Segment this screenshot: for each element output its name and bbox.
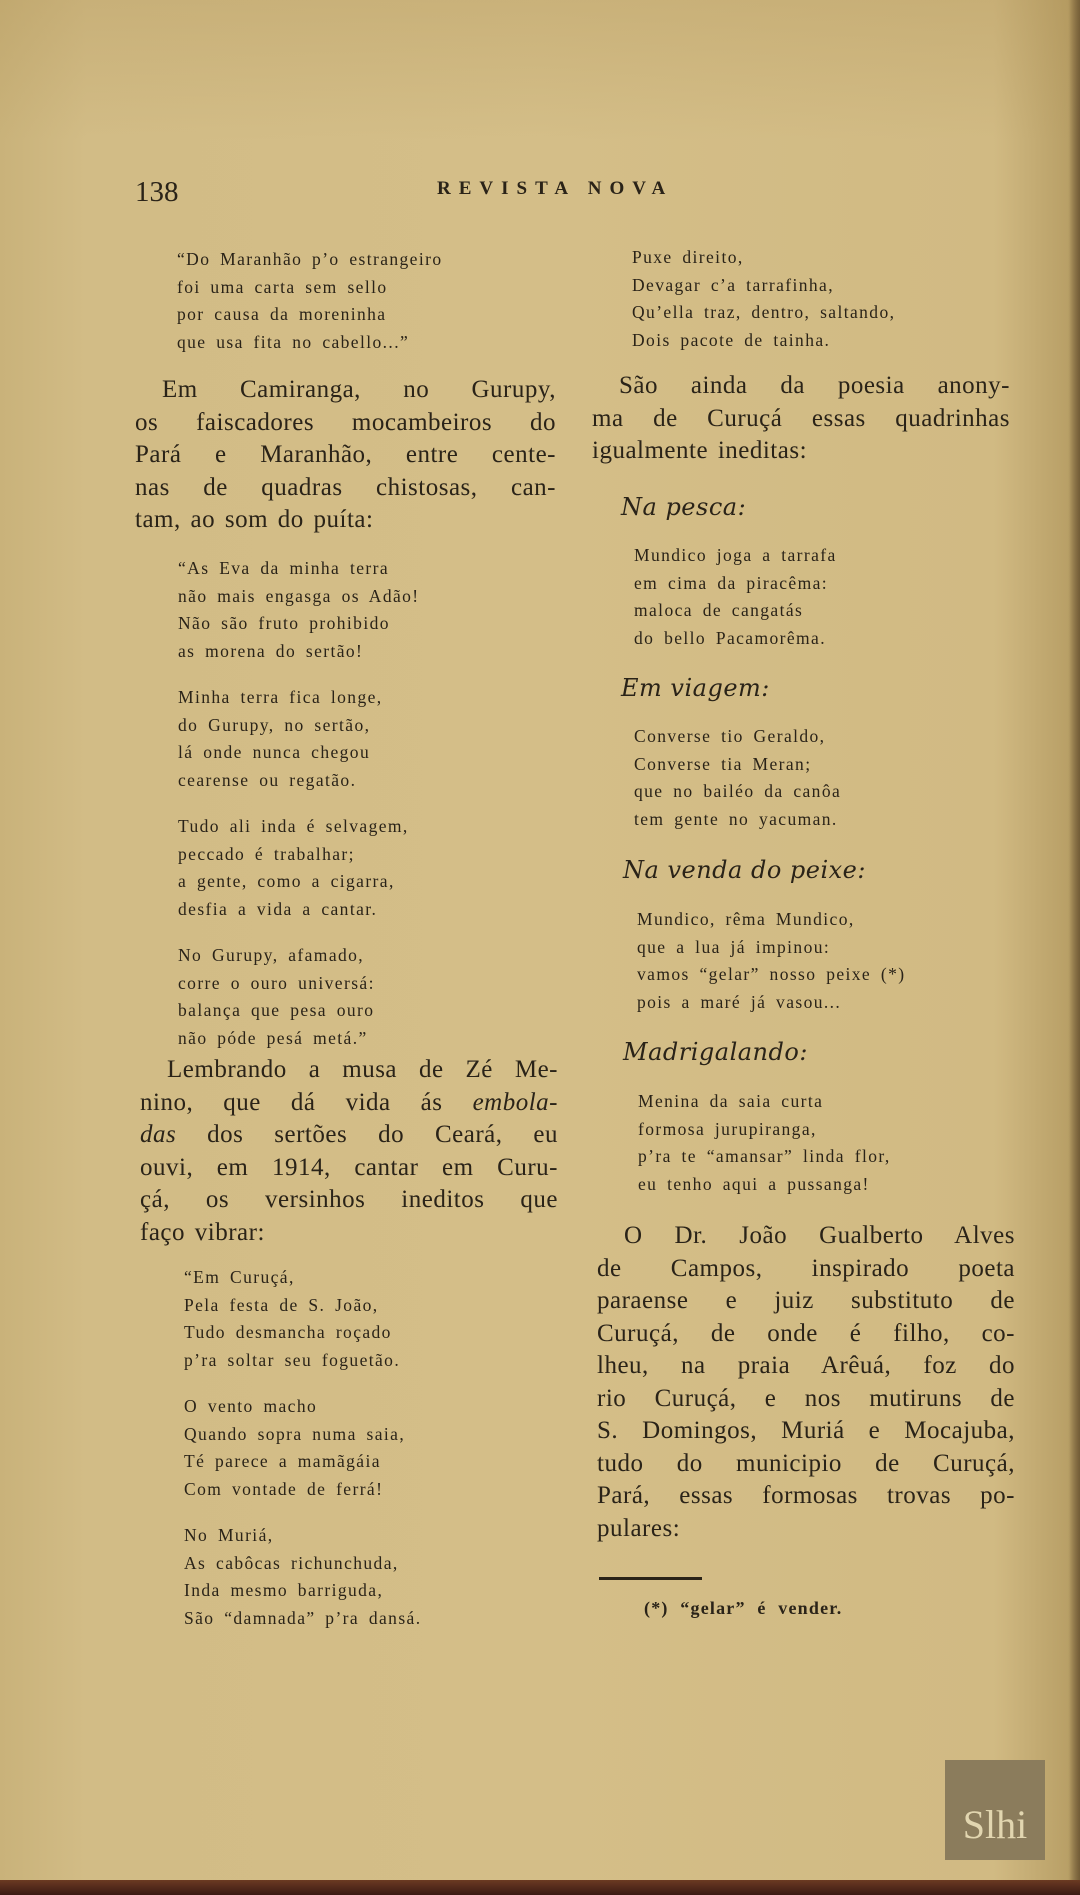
verse-line: “As Eva da minha terra: [178, 558, 390, 578]
verse-line: por causa da moreninha: [177, 304, 387, 324]
prose-line: de Campos, inspirado poeta: [597, 1254, 1015, 1282]
prose-line: ma de Curuçá essas quadrinhas: [592, 404, 1010, 432]
running-head: REVISTA NOVA: [437, 178, 674, 199]
prose-line: os faiscadores mocambeiros do: [135, 408, 556, 436]
verse-line: Té parece a mamãgáia: [184, 1451, 381, 1471]
verse-na-pesca: [634, 542, 837, 652]
verse-line: Converse tio Geraldo,: [634, 726, 826, 746]
verse-line: formosa jurupiranga,: [638, 1118, 817, 1139]
verse-line: Mundico, rêma Mundico,: [637, 909, 855, 929]
verse-line: Menina da saia curta: [638, 1091, 824, 1111]
verse-line: Tudo desmancha roçado: [184, 1322, 392, 1342]
verse-line: que no bailéo da canôa: [634, 781, 842, 801]
verse-line: maloca de cangatás: [634, 600, 804, 620]
page-shading: [0, 0, 1080, 140]
paragraph-joao-gualberto: [597, 1220, 1015, 1545]
stanza: [184, 1522, 421, 1632]
subheading-na-pesca: Na pesca:: [621, 493, 747, 521]
verse-line: do bello Pacamorêma.: [634, 627, 826, 648]
verse-line: tem gente no yacuman.: [634, 808, 838, 829]
prose-line: O Dr. João Gualberto Alves: [624, 1222, 1015, 1249]
stanza: [184, 1393, 421, 1503]
verse-line: Inda mesmo barriguda,: [184, 1580, 384, 1600]
subheading-madrigalando: Madrigalando:: [623, 1038, 808, 1066]
stanza: [184, 1264, 421, 1374]
prose-line: nas de quadras chistosas, can-: [135, 473, 556, 501]
verse-line: desfia a vida a cantar.: [178, 898, 378, 919]
watermark-logo: [945, 1760, 1045, 1860]
stanza: [178, 942, 420, 1052]
footnote: (*) “gelar” é vender.: [644, 1598, 843, 1618]
prose-line: [140, 1087, 558, 1120]
prose-line: pulares:: [597, 1514, 681, 1542]
prose-line: faço vibrar:: [140, 1218, 265, 1246]
prose-text: dos sertões do Ceará, eu: [176, 1121, 558, 1148]
page-edge: [1068, 0, 1080, 1880]
verse-line: “Do Maranhão p’o estrangeiro: [177, 249, 443, 269]
verse-line: eu tenho aqui a pussanga!: [638, 1173, 870, 1194]
prose-line: S. Domingos, Muriá e Mocajuba,: [597, 1417, 1015, 1444]
verse-line: peccado é trabalhar;: [178, 843, 355, 864]
watermark-text: Slhi: [962, 1802, 1028, 1847]
verse-em-viagem: [634, 723, 841, 833]
verse-line: O vento macho: [184, 1396, 318, 1416]
verse-line: vamos “gelar” nosso peixe (*): [637, 964, 906, 984]
prose-line: Pará e Maranhão, entre cente-: [135, 441, 556, 468]
verse-line: que usa fita no cabello...”: [177, 331, 410, 352]
prose-line: lheu, na praia Arêuá, foz do: [597, 1352, 1015, 1379]
verse-line: Converse tia Meran;: [634, 753, 812, 774]
verse-line: Dois pacote de tainha.: [632, 329, 831, 350]
verse-line: p’ra te “amansar” linda flor,: [638, 1146, 891, 1166]
subheading-na-venda-do-peixe: Na venda do peixe:: [623, 856, 866, 884]
verse-line: São “damnada” p’ra dansá.: [184, 1607, 422, 1628]
prose-line: ouvi, em 1914, cantar em Curu-: [140, 1153, 558, 1181]
verse-line: em cima da piracêma:: [634, 572, 829, 593]
verse-line: não mais engasga os Adão!: [178, 585, 420, 606]
verse-line: as morena do sertão!: [178, 640, 364, 661]
verse-line: No Gurupy, afamado,: [178, 945, 365, 965]
footnote-divider: [599, 1577, 702, 1580]
italic-term: embola-: [472, 1088, 558, 1116]
prose-line: Em Camiranga, no Gurupy,: [162, 376, 556, 403]
book-cover-edge: [0, 1880, 1080, 1895]
prose-line: Lembrando a musa de Zé Me-: [167, 1056, 558, 1083]
paragraph-poesia-anonyma: [592, 370, 1010, 468]
stanza: [178, 684, 420, 794]
verse-line: Não são fruto prohibido: [178, 613, 390, 633]
italic-term: das: [140, 1121, 177, 1148]
stanza: [178, 813, 420, 923]
verse-line: Quando sopra numa saia,: [184, 1423, 406, 1444]
verse-line: Tudo ali inda é selvagem,: [178, 816, 409, 836]
page-number: 138: [135, 176, 179, 208]
verse-do-maranhao: [177, 246, 602, 356]
paragraph-camiranga: [135, 374, 556, 537]
verse-madrigalando: [638, 1088, 891, 1198]
prose-line: çá, os versinhos ineditos que: [140, 1186, 558, 1213]
prose-line: [140, 1119, 558, 1152]
verse-line: No Muriá,: [184, 1525, 274, 1545]
stanza: [178, 555, 420, 665]
verse-line: pois a maré já vasou...: [637, 991, 842, 1012]
verse-gurupy: [178, 555, 420, 1071]
prose-line: tudo do municipio de Curuçá,: [597, 1449, 1015, 1477]
prose-line: rio Curuçá, e nos mutiruns de: [597, 1384, 1015, 1412]
verse-line: As cabôcas richunchuda,: [184, 1552, 399, 1573]
prose-line: São ainda da poesia anony-: [619, 372, 1010, 399]
verse-line: Pela festa de S. João,: [184, 1294, 379, 1315]
verse-line: Devagar c’a tarrafinha,: [632, 274, 834, 295]
verse-line: Com vontade de ferrá!: [184, 1478, 384, 1499]
verse-curuca: [184, 1264, 421, 1651]
subheading-em-viagem: Em viagem:: [621, 674, 770, 702]
prose-line: Pará, essas formosas trovas po-: [597, 1482, 1015, 1509]
verse-line: Mundico joga a tarrafa: [634, 545, 837, 565]
verse-line: Minha terra fica longe,: [178, 687, 383, 707]
verse-line: foi uma carta sem sello: [177, 276, 388, 297]
prose-line: tam, ao som do puíta:: [135, 506, 374, 533]
verse-line: cearense ou regatão.: [178, 769, 357, 790]
verse-line: a gente, como a cigarra,: [178, 871, 395, 891]
prose-line: Curuçá, de onde é filho, co-: [597, 1319, 1015, 1347]
verse-line: do Gurupy, no sertão,: [178, 714, 371, 735]
verse-line: p’ra soltar seu foguetão.: [184, 1349, 401, 1370]
verse-line: balança que pesa ouro: [178, 1000, 375, 1020]
verse-line: “Em Curuçá,: [184, 1267, 295, 1287]
verse-line: Qu’ella traz, dentro, saltando,: [632, 302, 896, 322]
paragraph-ze-menino: [140, 1054, 558, 1249]
verse-line: corre o ouro universá:: [178, 972, 375, 993]
verse-line: não póde pesá metá.”: [178, 1027, 368, 1048]
verse-line: Puxe direito,: [632, 247, 744, 267]
verse-line: que a lua já impinou:: [637, 936, 831, 957]
prose-line: igualmente ineditas:: [592, 437, 808, 464]
prose-text: nino, que dá vida ás: [140, 1088, 473, 1116]
verse-na-venda-do-peixe: [637, 906, 905, 1016]
verse-line: lá onde nunca chegou: [178, 742, 371, 762]
prose-line: paraense e juiz substituto de: [597, 1287, 1015, 1314]
verse-puxe-direito: [632, 244, 895, 354]
